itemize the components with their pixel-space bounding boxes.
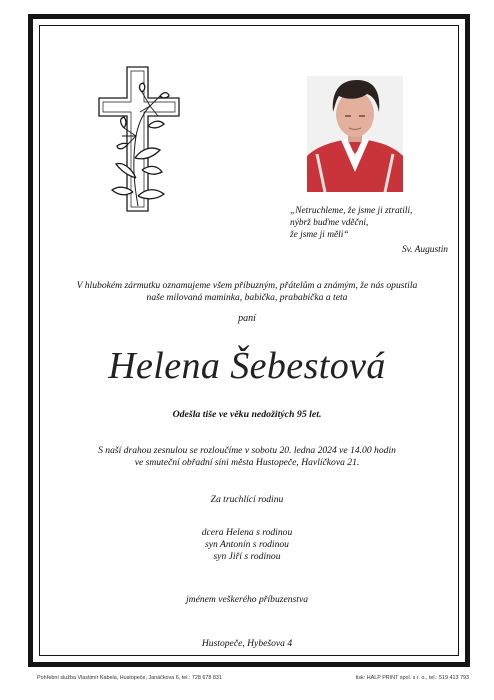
- announcement-text: [60, 280, 434, 305]
- announcement-line: V hlubokém zármutku oznamujeme všem příbuzným, přátelům a známým, že nás opustila: [76, 280, 418, 291]
- farewell-details: [60, 445, 434, 470]
- quote-line: „Netruchleme, že jsme ji ztratili,: [290, 206, 413, 216]
- farewell-line: ve smuteční obřadní síni města Hustopeče, Havlíčkova 21.: [134, 457, 360, 469]
- quote-line: že jsme ji měli“: [290, 230, 349, 241]
- quote-author: Sv. Augustin: [401, 244, 448, 255]
- relatives-line: jménem veškerého příbuzenstva: [185, 594, 309, 605]
- footer-printer: tisk: HALP PRINT spol. s r. o., tel.: 519 413 793: [355, 675, 469, 681]
- family-list: [0, 527, 494, 564]
- deceased-name: Helena Šebestová: [108, 345, 386, 387]
- footer-funeral-service: Pohřební služba Vlastimír Kabela, Hustopeče, Janáčkova 6, tel.: 728 678 831: [37, 675, 222, 681]
- quote-block: [290, 205, 448, 256]
- mourning-border: [28, 14, 470, 667]
- announcement-line: naše milovaná maminka, babička, prababička a teta: [146, 292, 348, 304]
- family-address: Hustopeče, Hybešova 4: [201, 638, 293, 649]
- portrait-photo: [307, 76, 403, 192]
- title-honorific: paní: [238, 313, 256, 324]
- family-member: dcera Helena s rodinou: [201, 527, 293, 538]
- cross-with-lilies-icon: [98, 66, 180, 212]
- quote-line: nýbrž buďme vděčni,: [290, 218, 369, 229]
- family-member: syn Antonín s rodinou: [205, 539, 289, 551]
- family-member: syn Jiří s rodinou: [213, 551, 281, 563]
- age-line: Odešla tiše ve věku nedožitých 95 let.: [172, 409, 322, 420]
- farewell-line: S naší drahou zesnulou se rozloučíme v sobotu 20. ledna 2024 ve 14.00 hodin: [98, 445, 396, 456]
- signed-on-behalf: Za truchlící rodinu: [210, 494, 284, 505]
